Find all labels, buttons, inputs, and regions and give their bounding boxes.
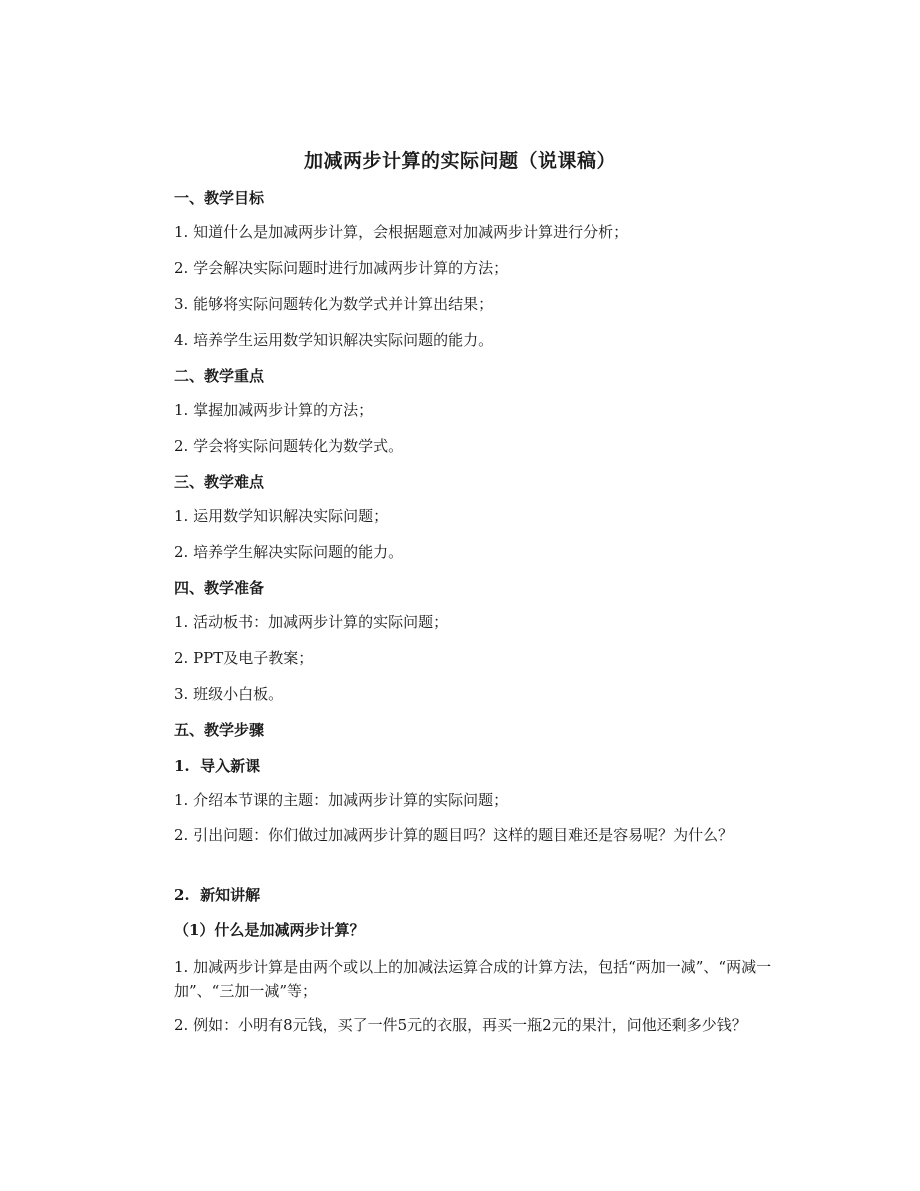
section-heading-difficulties: 三、教学难点 [174, 473, 265, 491]
document-title: 加减两步计算的实际问题（说课稿） [303, 150, 616, 172]
list-item: 1. 运用数学知识解决实际问题； [174, 507, 389, 525]
sub-heading-what-is: （1）什么是加减两步计算？ [174, 921, 365, 939]
list-item [174, 823, 786, 847]
list-item: 3. 班级小白板。 [174, 685, 284, 703]
list-item: 2. PPT及电子教案； [174, 649, 314, 667]
section-heading-preparation: 四、教学准备 [174, 579, 265, 597]
list-item: 1. 加减两步计算是由两个或以上的加减法运算合成的计算方法，包括“两加一减”、“两减一加”、“三加一减”等； [174, 958, 772, 1000]
list-item: 1. 介绍本节课的主题：加减两步计算的实际问题； [174, 791, 509, 809]
list-item: 2. 学会将实际问题转化为数学式。 [174, 437, 404, 455]
section-heading-objectives: 一、教学目标 [174, 189, 265, 207]
list-item: 1. 掌握加减两步计算的方法； [174, 401, 374, 419]
list-item: 1. 活动板书：加减两步计算的实际问题； [174, 613, 449, 631]
step-heading-intro: 1. 导入新课 [174, 757, 261, 775]
list-item: 2. 学会解决实际问题时进行加减两步计算的方法； [174, 259, 509, 277]
list-item: 3. 能够将实际问题转化为数学式并计算出结果； [174, 295, 494, 313]
list-item: 2. 例如：小明有8元钱，买了一件5元的衣服，再买一瓶2元的果汁，问他还剩多少钱？ [174, 1016, 747, 1034]
list-item: 4. 培养学生运用数学知识解决实际问题的能力。 [174, 331, 494, 349]
section-heading-key-points: 二、教学重点 [174, 367, 265, 385]
list-item: 2. 培养学生解决实际问题的能力。 [174, 543, 404, 561]
section-heading-steps: 五、教学步骤 [174, 721, 265, 739]
step-heading-new-knowledge: 2. 新知讲解 [174, 886, 261, 904]
list-item: 1. 知道什么是加减两步计算，会根据题意对加减两步计算进行分析； [174, 223, 629, 241]
list-item-text: 2. 引出问题：你们做过加减两步计算的题目吗？这样的题目难还是容易呢？为什么？ [174, 826, 734, 844]
